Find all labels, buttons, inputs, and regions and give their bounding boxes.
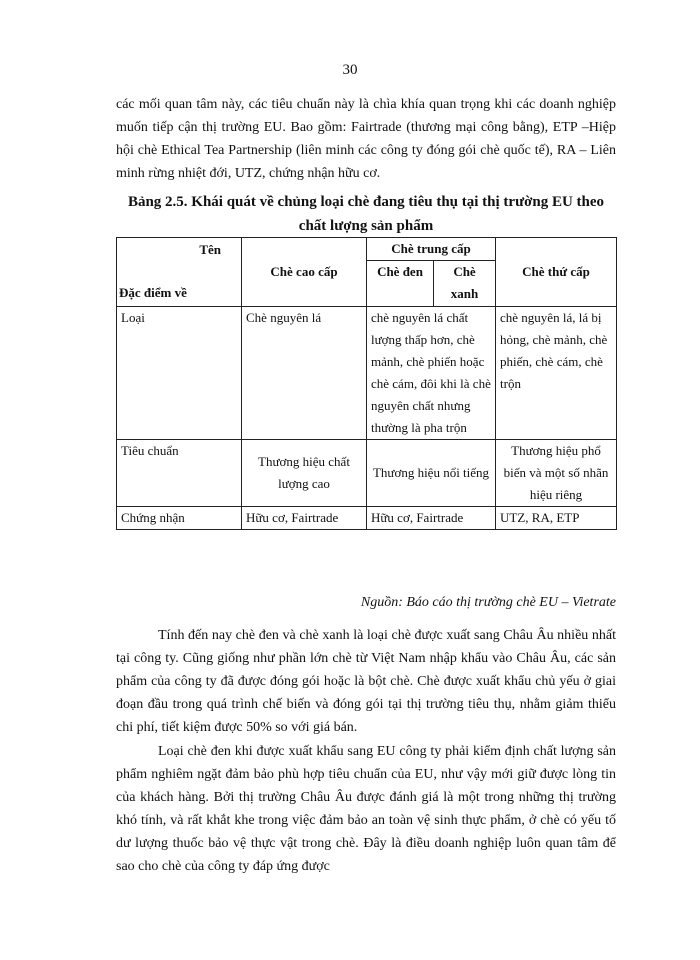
header-mid: Chè trung cấp <box>367 238 496 261</box>
table-header-row <box>117 238 617 261</box>
row-mid: Hữu cơ, Fairtrade <box>367 507 496 530</box>
table-caption: Bảng 2.5. Khái quát về chủng loại chè đang tiêu thụ tại thị trường EU theo chất lượng sản phẩm <box>127 194 605 234</box>
header-mid-green: Chè xanh <box>434 261 496 307</box>
row-mid: Thương hiệu nổi tiếng <box>367 440 496 507</box>
header-corner-cell <box>117 238 242 307</box>
page-number: 30 <box>342 62 358 78</box>
row-label: Loại <box>117 307 242 440</box>
row-low: UTZ, RA, ETP <box>496 507 617 530</box>
row-label: Chứng nhận <box>117 507 242 530</box>
table-row <box>117 307 617 440</box>
header-premium: Chè cao cấp <box>242 238 367 307</box>
row-premium: Chè nguyên lá <box>242 307 367 440</box>
header-mid-black: Chè đen <box>367 261 434 307</box>
header-low: Chè thứ cấp <box>496 238 617 307</box>
header-corner-bottom: Đặc điểm về <box>119 285 187 300</box>
tea-classification-table <box>116 237 617 530</box>
body-paragraph: Loại chè đen khi được xuất khẩu sang EU công ty phải kiểm định chất lượng sản phẩm nghiêm ngặt đảm bảo phù hợp tiêu chuẩn của EU, như vậy mới giữ được lòng tin của khách hàng. Bởi thị trường Châu Âu được đánh giá là một trong những thị trường khó tính, và rất khắt khe trong việc đảm bảo an toàn vệ sinh thực phẩm, ở chè có yếu tố dư lượng thuốc bảo vệ thực vật trong chè. Đây là điều doanh nghiệp luôn quan tâm để sao cho chè của công ty đáp ứng được <box>116 744 616 874</box>
table-row <box>117 507 617 530</box>
row-premium: Hữu cơ, Fairtrade <box>242 507 367 530</box>
intro-paragraph: các mối quan tâm này, các tiêu chuẩn này là chìa khía quan trọng khi các doanh nghiệp muốn tiếp cận thị trường EU. Bao gồm: Fairtrade (thương mại công bằng), ETP –Hiệp hội chè Ethical Tea Partnership (liên minh các công ty đóng gói chè quốc tế), RA – Liên minh rừng nhiệt đới, UTZ, chứng nhận hữu cơ. <box>116 97 616 181</box>
table-row <box>117 440 617 507</box>
row-mid: chè nguyên lá chất lượng thấp hơn, chè mảnh, chè phiến hoặc chè cám, đôi khi là chè nguyên chất nhưng thường là pha trộn <box>367 307 496 440</box>
body-paragraph: Tính đến nay chè đen và chè xanh là loại chè được xuất sang Châu Âu nhiều nhất tại công ty. Cũng giống như phần lớn chè từ Việt Nam nhập khẩu vào Châu Âu, các sản phẩm của công ty đã được đóng gói hoặc là bột chè. Chè được xuất khẩu chủ yếu ở giai đoạn đầu trong quá trình chế biến và đóng gói tại thị trường tiêu thụ, nhằm giảm thiểu chi phí, tiết kiệm được 50% so với giá bán. <box>116 628 616 735</box>
row-premium: Thương hiệu chất lượng cao <box>242 440 367 507</box>
row-low: chè nguyên lá, lá bị hỏng, chè mảnh, chè phiến, chè cám, chè trộn <box>496 307 617 440</box>
header-corner-top: Tên <box>199 242 221 257</box>
source-note: Nguồn: Báo cáo thị trường chè EU – Vietrate <box>360 595 616 610</box>
row-low: Thương hiệu phổ biến và một số nhãn hiệu riêng <box>496 440 617 507</box>
row-label: Tiêu chuẩn <box>117 440 242 507</box>
